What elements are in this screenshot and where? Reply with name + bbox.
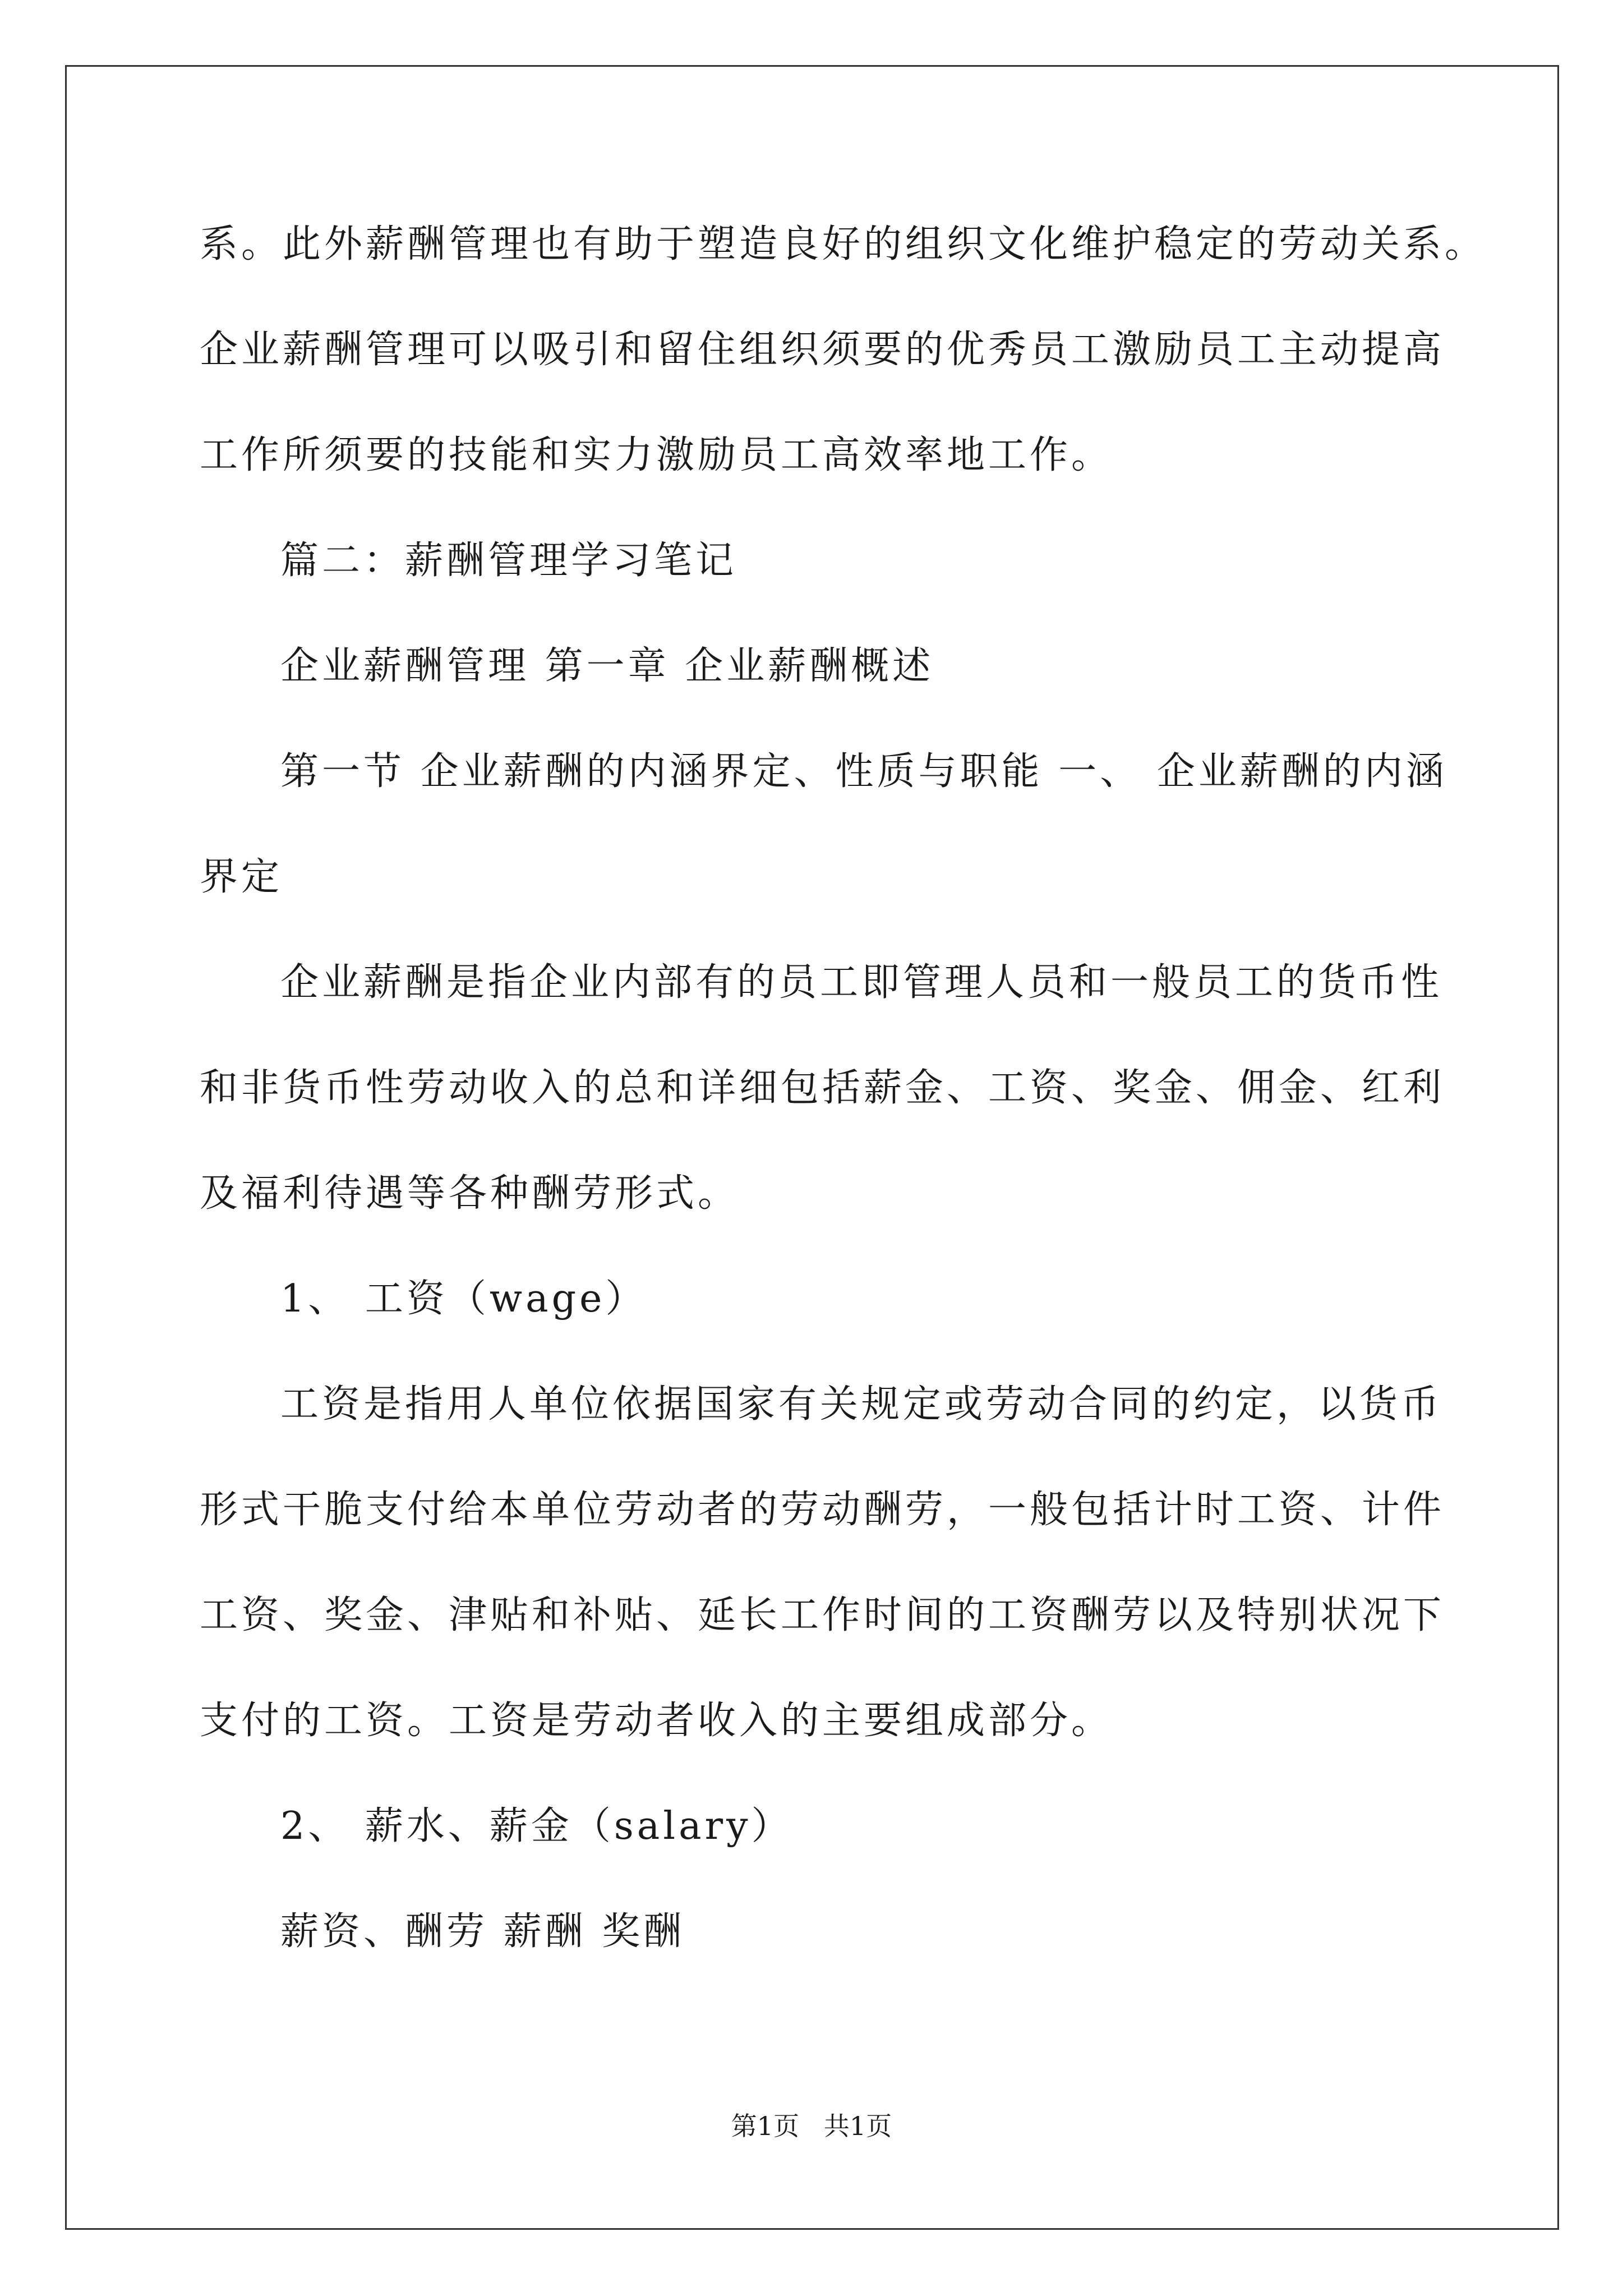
text-line: 及福利待遇等各种酬劳形式。 [200, 1171, 740, 1216]
page-frame [65, 65, 1559, 2230]
text-line: 工作所须要的技能和实力激励员工高效率地工作。 [200, 433, 1113, 477]
section-heading: 篇二：薪酬管理学习笔记 [280, 539, 737, 583]
text-line: 工资、奖金、津贴和补贴、延长工作时间的工资酬劳以及特别状况下 [200, 1593, 1445, 1637]
text-line: 薪资、酬劳 薪酬 奖酬 [280, 1910, 685, 1954]
chapter-heading: 企业薪酬管理 第一章 企业薪酬概述 [280, 644, 934, 688]
text-line: 工资是指用人单位依据国家有关规定或劳动合同的约定，以货币 [280, 1382, 1443, 1427]
text-line: 企业薪酬是指企业内部有的员工即管理人员和一般员工的货币性 [280, 960, 1443, 1005]
text-line: 形式干脆支付给本单位劳动者的劳动酬劳，一般包括计时工资、计件 [200, 1488, 1445, 1532]
page-footer: 第1页 共1页 [731, 2111, 892, 2141]
text-line: 和非货币性劳动收入的总和详细包括薪金、工资、奖金、佣金、红利 [200, 1066, 1445, 1110]
text-line: 系。此外薪酬管理也有助于塑造良好的组织文化维护稳定的劳动关系。 [200, 222, 1487, 266]
text-line: 企业薪酬管理可以吸引和留住组织须要的优秀员工激励员工主动提高 [200, 328, 1445, 372]
list-item-heading: 1、 工资（wage） [280, 1277, 647, 1321]
text-line: 支付的工资。工资是劳动者收入的主要组成部分。 [200, 1699, 1113, 1743]
list-item-heading: 2、 薪水、薪金（salary） [280, 1804, 793, 1848]
subsection-heading: 第一节 企业薪酬的内涵界定、性质与职能 一、 企业薪酬的内涵 [280, 749, 1447, 794]
text-line: 界定 [200, 855, 283, 899]
